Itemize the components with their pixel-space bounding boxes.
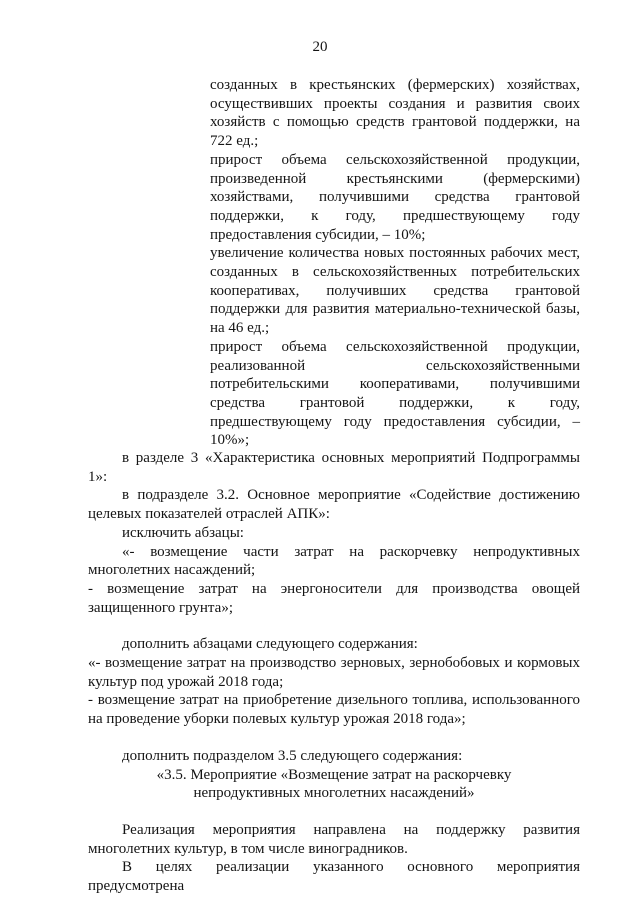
subsection-heading-line: непродуктивных многолетних насаждений» (193, 785, 475, 802)
main-text (88, 449, 580, 896)
page-number: 20 (312, 39, 328, 55)
exclude-paragraph: исключить абзацы: (122, 524, 244, 541)
indented-paragraph: прирост объема сельскохозяйственной продукции, произведенной крестьянскими (фермерскими) хозяйствами, получившими средства грантовой поддержки, к году, предшествующему году предоставления субсидии, – 10%; (210, 151, 580, 243)
subsection-paragraph: в подразделе 3.2. Основное мероприятие «Содействие достижению целевых показателей отраслей АПК»: (88, 487, 580, 523)
excluded-item: «- возмещение части затрат на раскорчевку непродуктивных многолетних насаждений; (88, 543, 580, 579)
add-paragraph: дополнить абзацами следующего содержания: (122, 636, 418, 653)
added-item: «- возмещение затрат на производство зерновых, зернобобовых и кормовых культур под урожай 2018 года; (88, 655, 580, 690)
indented-paragraph: увеличение количества новых постоянных рабочих мест, созданных в сельскохозяйственных потребительских кооперативах, получивших средства грантовой поддержки для развития материально-технической базы, на 46 ед.; (210, 245, 580, 337)
indented-list (210, 76, 580, 450)
added-item: - возмещение затрат на приобретение дизельного топлива, использованного на проведение уборки полевых культур урожая 2018 года»; (88, 692, 580, 728)
excluded-item: - возмещение затрат на энергоносители для производства овощей защищенного грунта»; (88, 580, 580, 616)
indented-paragraph: созданных в крестьянских (фермерских) хозяйствах, осуществивших проекты создания и развития своих хозяйств с помощью средств грантовой поддержки, на 722 ед.; (210, 77, 580, 150)
body-paragraph: Реализация мероприятия направлена на поддержку развития многолетних культур, в том числе виноградников. (88, 821, 580, 857)
indented-paragraph: прирост объема сельскохозяйственной продукции, реализованной сельскохозяйственными потребительскими кооперативами, получившими средства грантовой поддержки, к году, предшествующему году предоставления субсидии, – 10%»; (210, 338, 580, 449)
subsection-heading-line: «3.5. Мероприятие «Возмещение затрат на раскорчевку (156, 766, 512, 783)
section-paragraph: в разделе 3 «Характеристика основных мероприятий Подпрограммы 1»: (88, 450, 580, 485)
add-subsection-paragraph: дополнить подразделом 3.5 следующего содержания: (122, 747, 463, 764)
body-paragraph: В целях реализации указанного основного мероприятия предусмотрена (88, 859, 580, 895)
